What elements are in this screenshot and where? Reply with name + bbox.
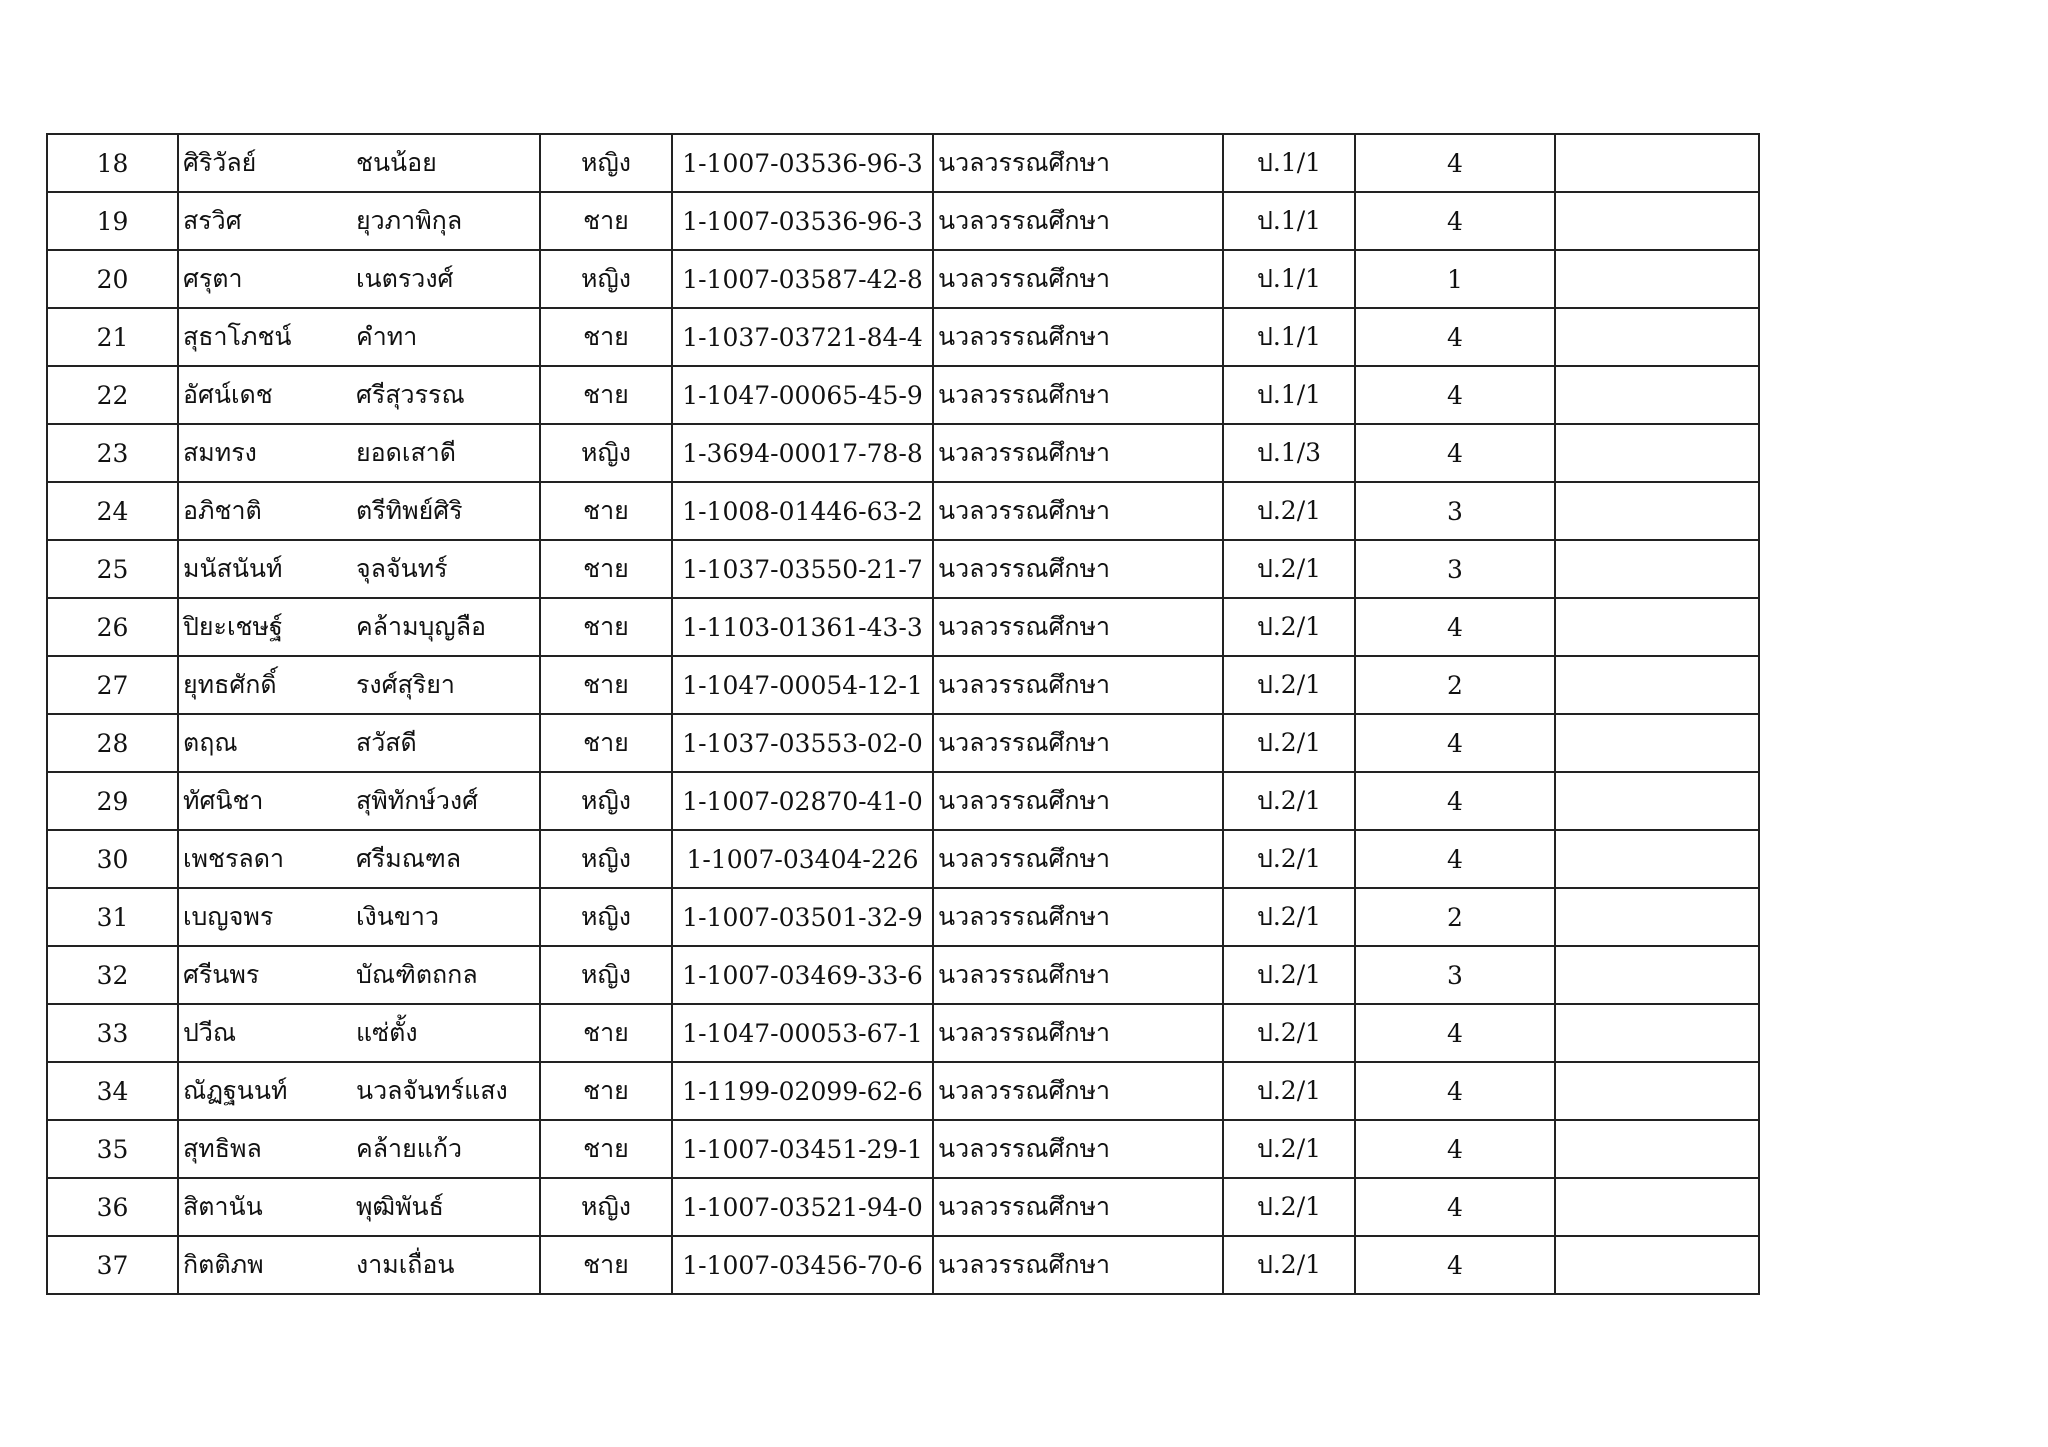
score-cell: 4 (1355, 714, 1555, 772)
class-cell: ป.2/1 (1223, 540, 1355, 598)
last-name-cell: ศรีมณฑล (356, 830, 540, 888)
note-cell (1555, 598, 1759, 656)
last-name-cell: ยอดเสาดี (356, 424, 540, 482)
last-name-cell: ตรีทิพย์ศิริ (356, 482, 540, 540)
id-number-cell: 1-1007-03501-32-9 (672, 888, 933, 946)
gender-cell: หญิง (540, 134, 672, 192)
row-number: 18 (47, 134, 178, 192)
id-number-cell: 1-1037-03721-84-4 (672, 308, 933, 366)
school-cell: นวลวรรณศึกษา (933, 366, 1223, 424)
note-cell (1555, 1178, 1759, 1236)
score-cell: 2 (1355, 888, 1555, 946)
table-row (47, 424, 1759, 482)
school-cell: นวลวรรณศึกษา (933, 772, 1223, 830)
row-number: 29 (47, 772, 178, 830)
last-name-cell: ศรีสุวรรณ (356, 366, 540, 424)
row-number: 19 (47, 192, 178, 250)
school-cell: นวลวรรณศึกษา (933, 1062, 1223, 1120)
note-cell (1555, 134, 1759, 192)
score-cell: 4 (1355, 1062, 1555, 1120)
note-cell (1555, 830, 1759, 888)
class-cell: ป.2/1 (1223, 1062, 1355, 1120)
table-row (47, 366, 1759, 424)
school-cell: นวลวรรณศึกษา (933, 424, 1223, 482)
id-number-cell: 1-1007-03469-33-6 (672, 946, 933, 1004)
class-cell: ป.1/1 (1223, 366, 1355, 424)
note-cell (1555, 1004, 1759, 1062)
row-number: 23 (47, 424, 178, 482)
note-cell (1555, 946, 1759, 1004)
class-cell: ป.1/1 (1223, 134, 1355, 192)
first-name-cell: อัศน์เดช (178, 366, 356, 424)
first-name-cell: สุทธิพล (178, 1120, 356, 1178)
row-number: 26 (47, 598, 178, 656)
first-name-cell: ณัฏฐนนท์ (178, 1062, 356, 1120)
row-number: 20 (47, 250, 178, 308)
school-cell: นวลวรรณศึกษา (933, 134, 1223, 192)
score-cell: 4 (1355, 192, 1555, 250)
first-name-cell: ทัศนิชา (178, 772, 356, 830)
school-cell: นวลวรรณศึกษา (933, 1004, 1223, 1062)
table-row (47, 134, 1759, 192)
class-cell: ป.1/1 (1223, 308, 1355, 366)
last-name-cell: บัณฑิตถกล (356, 946, 540, 1004)
score-cell: 4 (1355, 1120, 1555, 1178)
first-name-cell: สรวิศ (178, 192, 356, 250)
id-number-cell: 1-1047-00065-45-9 (672, 366, 933, 424)
student-table (46, 133, 1760, 1295)
score-cell: 4 (1355, 424, 1555, 482)
class-cell: ป.2/1 (1223, 714, 1355, 772)
last-name-cell: งามเถื่อน (356, 1236, 540, 1294)
score-cell: 4 (1355, 772, 1555, 830)
last-name-cell: รงศ์สุริยา (356, 656, 540, 714)
table-row (47, 192, 1759, 250)
note-cell (1555, 540, 1759, 598)
score-cell: 3 (1355, 540, 1555, 598)
last-name-cell: แซ่ตั้ง (356, 1004, 540, 1062)
last-name-cell: คล้ามบุญลือ (356, 598, 540, 656)
row-number: 28 (47, 714, 178, 772)
row-number: 24 (47, 482, 178, 540)
id-number-cell: 1-1037-03550-21-7 (672, 540, 933, 598)
gender-cell: ชาย (540, 1004, 672, 1062)
gender-cell: หญิง (540, 424, 672, 482)
last-name-cell: นวลจันทร์แสง (356, 1062, 540, 1120)
class-cell: ป.1/3 (1223, 424, 1355, 482)
id-number-cell: 1-1007-03536-96-3 (672, 192, 933, 250)
last-name-cell: เงินขาว (356, 888, 540, 946)
table-row (47, 540, 1759, 598)
gender-cell: ชาย (540, 1236, 672, 1294)
school-cell: นวลวรรณศึกษา (933, 946, 1223, 1004)
first-name-cell: สิตานัน (178, 1178, 356, 1236)
id-number-cell: 1-1007-03587-42-8 (672, 250, 933, 308)
table-row (47, 714, 1759, 772)
table-row (47, 772, 1759, 830)
school-cell: นวลวรรณศึกษา (933, 888, 1223, 946)
note-cell (1555, 772, 1759, 830)
gender-cell: หญิง (540, 946, 672, 1004)
school-cell: นวลวรรณศึกษา (933, 656, 1223, 714)
row-number: 35 (47, 1120, 178, 1178)
class-cell: ป.2/1 (1223, 1004, 1355, 1062)
school-cell: นวลวรรณศึกษา (933, 1236, 1223, 1294)
table-row (47, 656, 1759, 714)
last-name-cell: พุฒิพันธ์ (356, 1178, 540, 1236)
gender-cell: ชาย (540, 366, 672, 424)
first-name-cell: ศรุตา (178, 250, 356, 308)
id-number-cell: 1-1007-03521-94-0 (672, 1178, 933, 1236)
table-row (47, 598, 1759, 656)
school-cell: นวลวรรณศึกษา (933, 308, 1223, 366)
first-name-cell: ตฤณ (178, 714, 356, 772)
score-cell: 4 (1355, 308, 1555, 366)
gender-cell: ชาย (540, 656, 672, 714)
table-row (47, 1178, 1759, 1236)
note-cell (1555, 1062, 1759, 1120)
id-number-cell: 1-1037-03553-02-0 (672, 714, 933, 772)
row-number: 25 (47, 540, 178, 598)
row-number: 30 (47, 830, 178, 888)
table-row (47, 946, 1759, 1004)
class-cell: ป.2/1 (1223, 888, 1355, 946)
row-number: 31 (47, 888, 178, 946)
first-name-cell: กิตติภพ (178, 1236, 356, 1294)
note-cell (1555, 308, 1759, 366)
note-cell (1555, 1236, 1759, 1294)
gender-cell: หญิง (540, 830, 672, 888)
first-name-cell: ปิยะเชษฐ์ (178, 598, 356, 656)
gender-cell: หญิง (540, 250, 672, 308)
row-number: 36 (47, 1178, 178, 1236)
score-cell: 4 (1355, 1178, 1555, 1236)
first-name-cell: สุธาโภชน์ (178, 308, 356, 366)
row-number: 32 (47, 946, 178, 1004)
gender-cell: ชาย (540, 1062, 672, 1120)
row-number: 21 (47, 308, 178, 366)
id-number-cell: 1-1047-00053-67-1 (672, 1004, 933, 1062)
note-cell (1555, 656, 1759, 714)
first-name-cell: อภิชาติ (178, 482, 356, 540)
school-cell: นวลวรรณศึกษา (933, 482, 1223, 540)
row-number: 33 (47, 1004, 178, 1062)
score-cell: 3 (1355, 946, 1555, 1004)
id-number-cell: 1-1007-03456-70-6 (672, 1236, 933, 1294)
school-cell: นวลวรรณศึกษา (933, 1120, 1223, 1178)
id-number-cell: 1-1007-03451-29-1 (672, 1120, 933, 1178)
school-cell: นวลวรรณศึกษา (933, 1178, 1223, 1236)
gender-cell: ชาย (540, 192, 672, 250)
gender-cell: หญิง (540, 1178, 672, 1236)
gender-cell: หญิง (540, 888, 672, 946)
first-name-cell: ยุทธศักดิ์ (178, 656, 356, 714)
school-cell: นวลวรรณศึกษา (933, 540, 1223, 598)
score-cell: 4 (1355, 366, 1555, 424)
note-cell (1555, 366, 1759, 424)
note-cell (1555, 250, 1759, 308)
note-cell (1555, 714, 1759, 772)
note-cell (1555, 1120, 1759, 1178)
note-cell (1555, 482, 1759, 540)
score-cell: 1 (1355, 250, 1555, 308)
score-cell: 4 (1355, 598, 1555, 656)
id-number-cell: 1-1007-02870-41-0 (672, 772, 933, 830)
last-name-cell: ชนน้อย (356, 134, 540, 192)
class-cell: ป.2/1 (1223, 1178, 1355, 1236)
class-cell: ป.2/1 (1223, 1120, 1355, 1178)
school-cell: นวลวรรณศึกษา (933, 250, 1223, 308)
note-cell (1555, 888, 1759, 946)
first-name-cell: มนัสนันท์ (178, 540, 356, 598)
class-cell: ป.2/1 (1223, 772, 1355, 830)
class-cell: ป.1/1 (1223, 250, 1355, 308)
last-name-cell: เนตรวงศ์ (356, 250, 540, 308)
gender-cell: ชาย (540, 308, 672, 366)
table-row (47, 1004, 1759, 1062)
row-number: 22 (47, 366, 178, 424)
last-name-cell: สวัสดี (356, 714, 540, 772)
first-name-cell: สมทรง (178, 424, 356, 482)
school-cell: นวลวรรณศึกษา (933, 714, 1223, 772)
first-name-cell: ศรีนพร (178, 946, 356, 1004)
note-cell (1555, 424, 1759, 482)
class-cell: ป.2/1 (1223, 830, 1355, 888)
row-number: 37 (47, 1236, 178, 1294)
score-cell: 4 (1355, 830, 1555, 888)
gender-cell: ชาย (540, 598, 672, 656)
score-cell: 2 (1355, 656, 1555, 714)
class-cell: ป.2/1 (1223, 598, 1355, 656)
school-cell: นวลวรรณศึกษา (933, 598, 1223, 656)
school-cell: นวลวรรณศึกษา (933, 830, 1223, 888)
table-row (47, 482, 1759, 540)
score-cell: 3 (1355, 482, 1555, 540)
first-name-cell: ปวีณ (178, 1004, 356, 1062)
last-name-cell: คล้ายแก้ว (356, 1120, 540, 1178)
score-cell: 4 (1355, 1004, 1555, 1062)
school-cell: นวลวรรณศึกษา (933, 192, 1223, 250)
table-row (47, 888, 1759, 946)
row-number: 34 (47, 1062, 178, 1120)
class-cell: ป.2/1 (1223, 1236, 1355, 1294)
first-name-cell: ศิริวัลย์ (178, 134, 356, 192)
last-name-cell: คำทา (356, 308, 540, 366)
class-cell: ป.2/1 (1223, 946, 1355, 1004)
id-number-cell: 1-1007-03536-96-3 (672, 134, 933, 192)
table-row (47, 1236, 1759, 1294)
last-name-cell: ยุวภาพิกุล (356, 192, 540, 250)
id-number-cell: 1-3694-00017-78-8 (672, 424, 933, 482)
id-number-cell: 1-1103-01361-43-3 (672, 598, 933, 656)
gender-cell: ชาย (540, 540, 672, 598)
class-cell: ป.2/1 (1223, 656, 1355, 714)
table-row (47, 1120, 1759, 1178)
gender-cell: ชาย (540, 482, 672, 540)
table-row (47, 250, 1759, 308)
table-row (47, 830, 1759, 888)
class-cell: ป.1/1 (1223, 192, 1355, 250)
gender-cell: หญิง (540, 772, 672, 830)
table-row (47, 308, 1759, 366)
first-name-cell: เบญจพร (178, 888, 356, 946)
gender-cell: ชาย (540, 1120, 672, 1178)
note-cell (1555, 192, 1759, 250)
last-name-cell: สุพิทักษ์วงศ์ (356, 772, 540, 830)
class-cell: ป.2/1 (1223, 482, 1355, 540)
table-row (47, 1062, 1759, 1120)
id-number-cell: 1-1047-00054-12-1 (672, 656, 933, 714)
row-number: 27 (47, 656, 178, 714)
id-number-cell: 1-1199-02099-62-6 (672, 1062, 933, 1120)
score-cell: 4 (1355, 1236, 1555, 1294)
gender-cell: ชาย (540, 714, 672, 772)
score-cell: 4 (1355, 134, 1555, 192)
last-name-cell: จุลจันทร์ (356, 540, 540, 598)
id-number-cell: 1-1007-03404-226 (672, 830, 933, 888)
table-body (47, 134, 1759, 1294)
first-name-cell: เพชรลดา (178, 830, 356, 888)
id-number-cell: 1-1008-01446-63-2 (672, 482, 933, 540)
